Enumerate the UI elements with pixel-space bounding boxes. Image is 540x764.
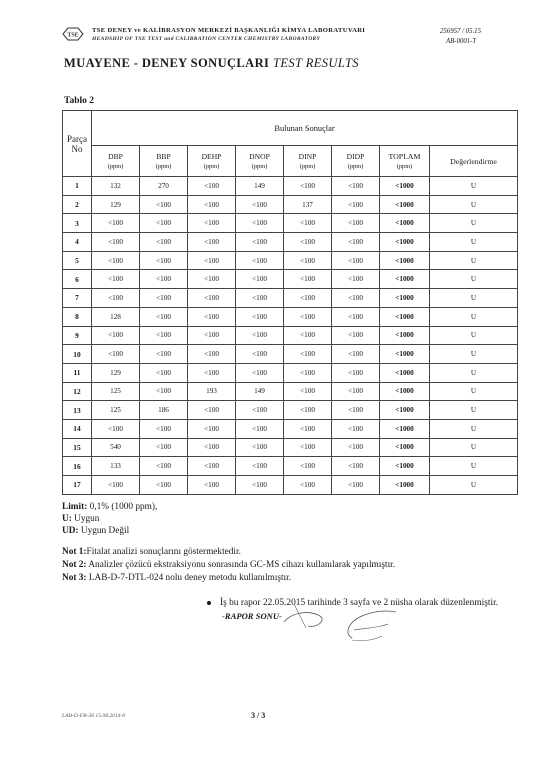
- cell-didp: <100: [332, 457, 380, 476]
- cell-dehp: <100: [188, 214, 236, 233]
- cell-didp: <100: [332, 307, 380, 326]
- row-number: 15: [63, 438, 92, 457]
- row-number: 1: [63, 177, 92, 196]
- form-code: LAB-D-FR-36 15.08.2014-0: [62, 713, 126, 719]
- row-number: 11: [63, 363, 92, 382]
- table-row: [63, 401, 518, 420]
- cell-didp: <100: [332, 419, 380, 438]
- cell-didp: <100: [332, 476, 380, 495]
- results-table: [62, 110, 518, 495]
- cell-didp: <100: [332, 401, 380, 420]
- cell-evaluation: U: [430, 345, 518, 364]
- cell-dinp: <100: [284, 401, 332, 420]
- cell-dinp: <100: [284, 419, 332, 438]
- cell-didp: <100: [332, 382, 380, 401]
- cell-dinp: <100: [284, 177, 332, 196]
- cell-dinp: <100: [284, 476, 332, 495]
- header-parca-no: Parça No: [63, 111, 92, 177]
- cell-bbp: <100: [140, 345, 188, 364]
- cell-bbp: <100: [140, 438, 188, 457]
- cell-dnop: <100: [236, 457, 284, 476]
- cell-toplam: <1000: [380, 457, 430, 476]
- cell-dnop: 149: [236, 177, 284, 196]
- cell-toplam: <1000: [380, 307, 430, 326]
- cell-dinp: <100: [284, 233, 332, 252]
- row-number: 9: [63, 326, 92, 345]
- cell-bbp: <100: [140, 307, 188, 326]
- cell-didp: <100: [332, 326, 380, 345]
- header-toplam: TOPLAM (ppm): [380, 146, 430, 177]
- table-row: [63, 438, 518, 457]
- table-row: [63, 345, 518, 364]
- header-degerlendirme: Değerlendirme: [430, 146, 518, 177]
- cell-dbp: 133: [92, 457, 140, 476]
- header-bbp: BBP (ppm): [140, 146, 188, 177]
- cell-dehp: <100: [188, 401, 236, 420]
- table-row: [63, 307, 518, 326]
- cell-dbp: 129: [92, 195, 140, 214]
- table-row: [63, 419, 518, 438]
- header-lab-name-en: HEADSHIP OF TSE TEST and CALIBRATION CENTER CHEMISTRY LABORATORY: [92, 36, 321, 42]
- bullet-icon: [207, 601, 211, 605]
- header-dnop: DNOP (ppm): [236, 146, 284, 177]
- cell-toplam: <1000: [380, 177, 430, 196]
- table-row: [63, 233, 518, 252]
- cell-evaluation: U: [430, 214, 518, 233]
- cell-dnop: <100: [236, 307, 284, 326]
- cell-dnop: <100: [236, 233, 284, 252]
- cell-bbp: <100: [140, 195, 188, 214]
- cell-dnop: <100: [236, 214, 284, 233]
- note-3: Not 3: LAB-D-7-DTL-024 nolu deney metodu kullanılmıştır.: [62, 573, 292, 583]
- cell-dehp: <100: [188, 195, 236, 214]
- cell-dinp: <100: [284, 382, 332, 401]
- cell-dbp: 128: [92, 307, 140, 326]
- cell-evaluation: U: [430, 438, 518, 457]
- cell-dinp: <100: [284, 251, 332, 270]
- cell-dehp: <100: [188, 476, 236, 495]
- cell-evaluation: U: [430, 251, 518, 270]
- cell-dehp: <100: [188, 177, 236, 196]
- cell-dbp: <100: [92, 345, 140, 364]
- cell-bbp: 186: [140, 401, 188, 420]
- cell-dehp: <100: [188, 289, 236, 308]
- cell-dehp: <100: [188, 326, 236, 345]
- cell-dbp: 129: [92, 363, 140, 382]
- cell-toplam: <1000: [380, 419, 430, 438]
- row-number: 17: [63, 476, 92, 495]
- table-row: [63, 363, 518, 382]
- issue-statement: İş bu rapor 22.05.2015 tarihinde 3 sayfa ve 2 nüsha olarak düzenlenmiştir.: [207, 598, 498, 608]
- cell-evaluation: U: [430, 401, 518, 420]
- table-row: [63, 289, 518, 308]
- accreditation-code: AB-0001-T: [446, 38, 477, 45]
- cell-dehp: <100: [188, 419, 236, 438]
- header-dbp: DBP (ppm): [92, 146, 140, 177]
- cell-evaluation: U: [430, 177, 518, 196]
- row-number: 10: [63, 345, 92, 364]
- table-row: [63, 195, 518, 214]
- cell-evaluation: U: [430, 233, 518, 252]
- cell-toplam: <1000: [380, 214, 430, 233]
- legend-u: U: Uygun: [62, 514, 100, 524]
- cell-dnop: <100: [236, 345, 284, 364]
- cell-evaluation: U: [430, 363, 518, 382]
- table-row: [63, 476, 518, 495]
- cell-dinp: <100: [284, 214, 332, 233]
- cell-dehp: <100: [188, 363, 236, 382]
- cell-didp: <100: [332, 251, 380, 270]
- cell-dinp: <100: [284, 457, 332, 476]
- cell-didp: <100: [332, 363, 380, 382]
- cell-didp: <100: [332, 214, 380, 233]
- cell-didp: <100: [332, 195, 380, 214]
- cell-dinp: <100: [284, 289, 332, 308]
- header-dinp: DINP (ppm): [284, 146, 332, 177]
- cell-evaluation: U: [430, 419, 518, 438]
- cell-toplam: <1000: [380, 363, 430, 382]
- limit-line: Limit: 0,1% (1000 ppm),: [62, 502, 158, 512]
- cell-dbp: <100: [92, 251, 140, 270]
- cell-bbp: <100: [140, 382, 188, 401]
- cell-didp: <100: [332, 345, 380, 364]
- svg-text:TSE: TSE: [67, 32, 79, 39]
- cell-dbp: <100: [92, 419, 140, 438]
- table-title: Tablo 2: [64, 96, 95, 106]
- cell-evaluation: U: [430, 307, 518, 326]
- report-number: 256957 / 05.15: [440, 28, 481, 35]
- cell-bbp: <100: [140, 251, 188, 270]
- cell-toplam: <1000: [380, 476, 430, 495]
- cell-dbp: <100: [92, 270, 140, 289]
- cell-dehp: <100: [188, 233, 236, 252]
- cell-dinp: <100: [284, 270, 332, 289]
- cell-bbp: <100: [140, 289, 188, 308]
- cell-bbp: <100: [140, 270, 188, 289]
- cell-dnop: <100: [236, 270, 284, 289]
- cell-dbp: <100: [92, 233, 140, 252]
- cell-toplam: <1000: [380, 401, 430, 420]
- cell-dnop: <100: [236, 195, 284, 214]
- cell-dnop: <100: [236, 326, 284, 345]
- cell-toplam: <1000: [380, 382, 430, 401]
- cell-toplam: <1000: [380, 251, 430, 270]
- cell-dbp: <100: [92, 326, 140, 345]
- cell-bbp: <100: [140, 363, 188, 382]
- cell-didp: <100: [332, 438, 380, 457]
- cell-dehp: 193: [188, 382, 236, 401]
- row-number: 2: [63, 195, 92, 214]
- page-number: 3 / 3: [251, 711, 266, 720]
- cell-bbp: <100: [140, 476, 188, 495]
- row-number: 4: [63, 233, 92, 252]
- cell-dehp: <100: [188, 345, 236, 364]
- cell-evaluation: U: [430, 476, 518, 495]
- cell-dnop: 149: [236, 382, 284, 401]
- cell-dinp: <100: [284, 345, 332, 364]
- cell-bbp: <100: [140, 326, 188, 345]
- cell-dbp: <100: [92, 289, 140, 308]
- note-2: Not 2: Analizler çözücü ekstraksiyonu sonrasında GC-MS cihazı kullanılarak yapılmıştır.: [62, 560, 396, 570]
- page-title-en: TEST RESULTS: [273, 56, 359, 70]
- table-row: [63, 177, 518, 196]
- cell-toplam: <1000: [380, 195, 430, 214]
- cell-bbp: <100: [140, 457, 188, 476]
- cell-evaluation: U: [430, 457, 518, 476]
- cell-dnop: <100: [236, 476, 284, 495]
- cell-toplam: <1000: [380, 326, 430, 345]
- cell-dehp: <100: [188, 307, 236, 326]
- cell-bbp: <100: [140, 419, 188, 438]
- cell-dehp: <100: [188, 251, 236, 270]
- cell-evaluation: U: [430, 382, 518, 401]
- cell-evaluation: U: [430, 270, 518, 289]
- cell-dnop: <100: [236, 419, 284, 438]
- signature: [282, 602, 412, 646]
- header-didp: DIDP (ppm): [332, 146, 380, 177]
- cell-toplam: <1000: [380, 438, 430, 457]
- cell-bbp: 270: [140, 177, 188, 196]
- cell-dinp: <100: [284, 363, 332, 382]
- cell-evaluation: U: [430, 195, 518, 214]
- row-number: 6: [63, 270, 92, 289]
- header-lab-name: TSE DENEY ve KALİBRASYON MERKEZİ BAŞKANLIĞI KİMYA LABORATUVARI: [92, 27, 366, 34]
- table-row: [63, 214, 518, 233]
- cell-dehp: <100: [188, 270, 236, 289]
- table-row: [63, 251, 518, 270]
- row-number: 16: [63, 457, 92, 476]
- row-number: 7: [63, 289, 92, 308]
- cell-didp: <100: [332, 270, 380, 289]
- row-number: 13: [63, 401, 92, 420]
- note-1: Not 1:Fitalat analizi sonuçlarını göstermektedir.: [62, 547, 241, 557]
- cell-dnop: <100: [236, 401, 284, 420]
- cell-toplam: <1000: [380, 289, 430, 308]
- cell-dnop: <100: [236, 289, 284, 308]
- cell-dinp: <100: [284, 326, 332, 345]
- cell-bbp: <100: [140, 233, 188, 252]
- row-number: 8: [63, 307, 92, 326]
- cell-dbp: 132: [92, 177, 140, 196]
- cell-toplam: <1000: [380, 345, 430, 364]
- cell-didp: <100: [332, 233, 380, 252]
- table-row: [63, 382, 518, 401]
- cell-dbp: 540: [92, 438, 140, 457]
- row-number: 3: [63, 214, 92, 233]
- cell-dehp: <100: [188, 438, 236, 457]
- cell-evaluation: U: [430, 289, 518, 308]
- page-title: MUAYENE - DENEY SONUÇLARI: [64, 56, 270, 70]
- cell-toplam: <1000: [380, 233, 430, 252]
- table-row: [63, 326, 518, 345]
- cell-didp: <100: [332, 177, 380, 196]
- cell-dbp: 125: [92, 401, 140, 420]
- cell-dehp: <100: [188, 457, 236, 476]
- cell-evaluation: U: [430, 326, 518, 345]
- cell-dinp: <100: [284, 307, 332, 326]
- row-number: 14: [63, 419, 92, 438]
- cell-dnop: <100: [236, 251, 284, 270]
- header-dehp: DEHP (ppm): [188, 146, 236, 177]
- cell-dnop: <100: [236, 363, 284, 382]
- table-row: [63, 270, 518, 289]
- cell-didp: <100: [332, 289, 380, 308]
- legend-ud: UD: Uygun Değil: [62, 526, 130, 536]
- cell-dinp: 137: [284, 195, 332, 214]
- cell-dinp: <100: [284, 438, 332, 457]
- table-row: [63, 457, 518, 476]
- report-end-label: -RAPOR SONU-: [222, 611, 282, 621]
- header-found-results: Bulunan Sonuçlar: [92, 111, 518, 146]
- cell-dnop: <100: [236, 438, 284, 457]
- tse-logo-icon: [62, 27, 84, 41]
- cell-dbp: 125: [92, 382, 140, 401]
- row-number: 12: [63, 382, 92, 401]
- row-number: 5: [63, 251, 92, 270]
- cell-dbp: <100: [92, 214, 140, 233]
- cell-bbp: <100: [140, 214, 188, 233]
- cell-toplam: <1000: [380, 270, 430, 289]
- cell-dbp: <100: [92, 476, 140, 495]
